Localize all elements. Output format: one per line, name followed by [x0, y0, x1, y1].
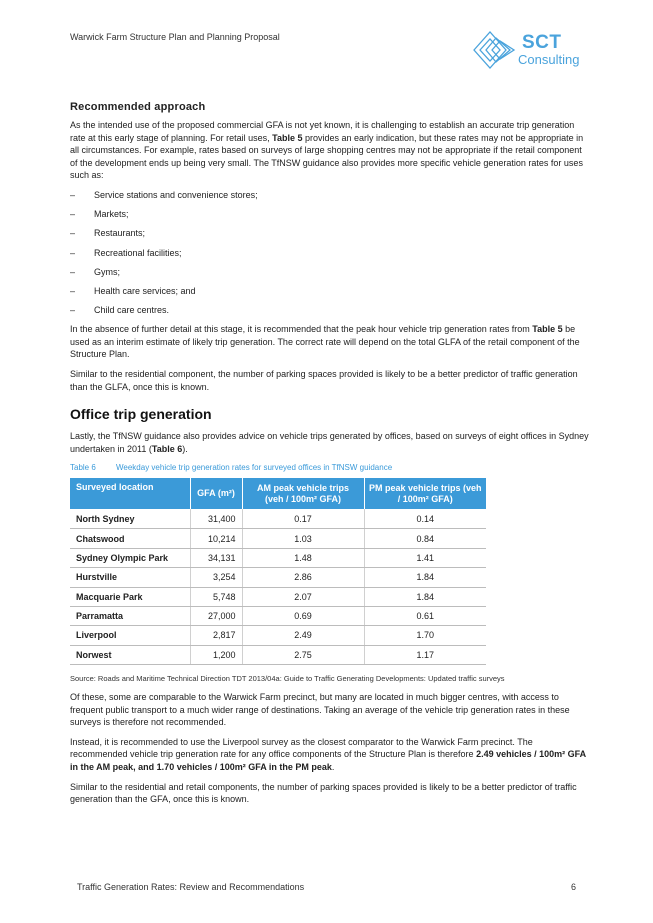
col-header-pm-peak: PM peak vehicle trips (veh / 100m² GFA): [364, 478, 486, 509]
table-row: Hurstville 3,254 2.86 1.84: [70, 568, 486, 587]
sct-logo: [470, 26, 590, 74]
table-row: Macquarie Park 5,748 2.07 1.84: [70, 587, 486, 606]
col-header-am-peak: AM peak vehicle trips (veh / 100m² GFA): [242, 478, 364, 509]
office-paragraph-1: Lastly, the TfNSW guidance also provides advice on vehicle trips generated by offices, based on surveys of eight offices in Sydney undertaken in 2011 (Table 6).: [70, 431, 589, 454]
recommended-approach-heading: Recommended approach: [70, 101, 206, 113]
list-item: – Health care services; and: [70, 285, 196, 296]
logo-text-consulting: Consulting: [518, 52, 580, 67]
recommended-rate-text: 2.49 vehicles / 100m² GFA in the AM peak, and 1.70 vehicles / 100m² GFA in the PM peak: [70, 749, 586, 773]
table5-ref: Table 5: [272, 132, 303, 143]
table-row: North Sydney 31,400 0.17 0.14: [70, 509, 486, 528]
list-item: – Restaurants;: [70, 228, 146, 239]
table-caption-text: Weekday vehicle trip generation rates for surveyed offices in TfNSW guidance: [116, 463, 393, 473]
col-header-location: Surveyed location: [70, 478, 190, 509]
table-row: Parramatta 27,000 0.69 0.61: [70, 606, 486, 625]
table-row: Liverpool 2,817 2.49 1.70: [70, 626, 486, 645]
table-caption-number: Table 6: [70, 463, 96, 473]
page-number: 6: [571, 882, 577, 892]
office-paragraph-4: Similar to the residential and retail components, the number of parking spaces provided is likely to be a better predictor of traffic generation than the GFA, once this is known.: [70, 781, 577, 805]
list-item: – Child care centres.: [70, 305, 170, 316]
list-item: – Gyms;: [70, 266, 120, 277]
office-paragraph-3: Instead, it is recommended to use the Liverpool survey as the closest comparator to the Warwick Farm precinct. The recommended vehicle trip generation rate for any office components of the Structure Plan is therefore 2.49 vehicles / 100m² GFA in the AM peak, and 1.70 vehicles / 100m² GFA in the PM peak.: [70, 736, 586, 773]
office-trip-generation-heading: Office trip generation: [70, 406, 212, 423]
list-item: – Service stations and convenience stores;: [70, 189, 258, 200]
list-item: – Markets;: [70, 209, 129, 220]
office-paragraph-2: Of these, some are comparable to the Warwick Farm precinct, but many are located in much bigger centres, with access to frequent public transport to a much wider range of destinations. Taking an average of the vehicle trip generation rates in these surveys is therefore not recommended.: [70, 692, 570, 728]
col-header-gfa: GFA (m²): [190, 478, 242, 509]
table-row: Chatswood 10,214 1.03 0.84: [70, 529, 486, 548]
table-caption: [70, 463, 590, 472]
table-row: Sydney Olympic Park 34,131 1.48 1.41: [70, 548, 486, 567]
recommended-paragraph-1: As the intended use of the proposed commercial GFA is not yet known, it is challenging to establish an accurate trip generation rate at this early stage of planning. For retail uses, Table 5 provides an early indication, but these rates may not be appropriate in all circumstances. For example, rates based on surveys of large shopping centres may not be appropriate if the retail component of the development ends up being very small. The TfNSW guidance also provides more specific vehicle generation rates for uses such as:: [70, 120, 584, 181]
table5-ref: Table 5: [532, 324, 563, 335]
office-trip-table: [70, 478, 486, 665]
table-row: Norwest 1,200 2.75 1.17: [70, 645, 486, 664]
main-content: [70, 101, 590, 813]
table-header-row: [70, 478, 486, 509]
table6-ref: Table 6: [151, 443, 183, 454]
use-types-list: [70, 189, 590, 316]
list-item: – Recreational facilities;: [70, 247, 182, 258]
footer-title: Traffic Generation Rates: Review and Recommendations: [77, 882, 305, 892]
header-title: Warwick Farm Structure Plan and Planning Proposal: [70, 32, 280, 42]
logo-text-sct: SCT: [522, 32, 562, 53]
table-source-note: Source: Roads and Maritime Technical Direction TDT 2013/04a: Guide to Traffic Generating Developments: Updated traffic surveys: [70, 674, 505, 684]
recommended-paragraph-3: Similar to the residential component, the number of parking spaces provided is likely to be a better predictor of traffic generation than the GLFA, once this is known.: [70, 369, 578, 392]
recommended-paragraph-2: In the absence of further detail at this stage, it is recommended that the peak hour vehicle trip generation rates from Table 5 be used as an interim estimate of likely trip generation. The correct rate will depend on the total GLFA of the retail component of the Structure Plan.: [70, 324, 580, 360]
